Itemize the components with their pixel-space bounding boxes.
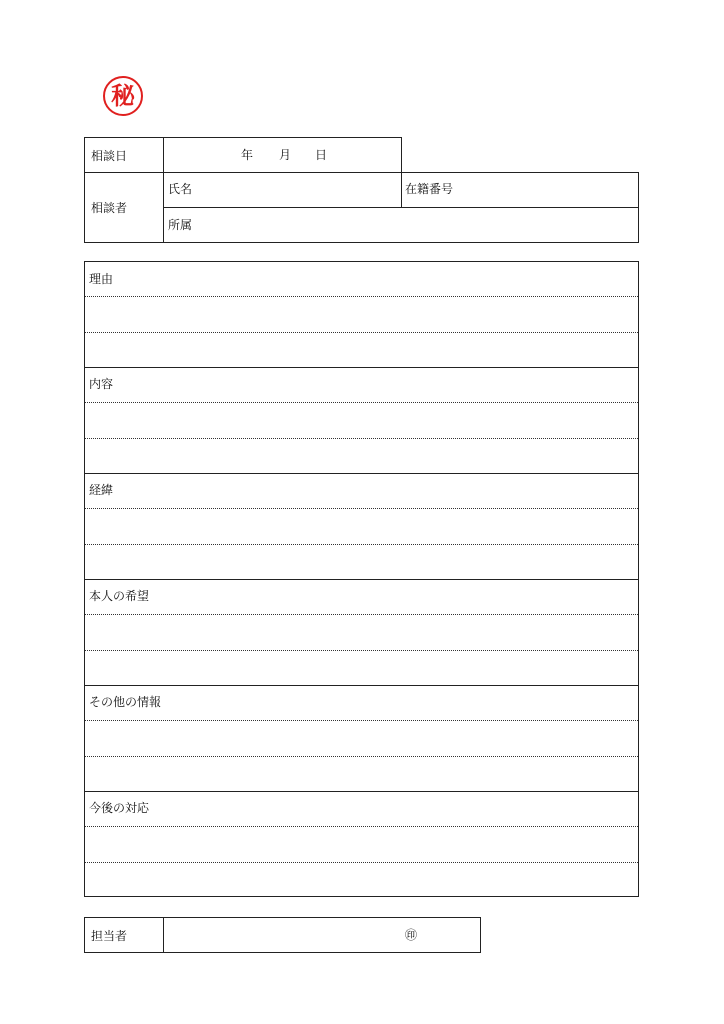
staff-label: 担当者 bbox=[91, 929, 128, 943]
confidential-stamp: 秘 bbox=[103, 76, 143, 116]
consultant-label: 相談者 bbox=[91, 201, 128, 215]
date-day-label: 日 bbox=[315, 148, 328, 162]
date-year-label: 年 bbox=[241, 148, 254, 162]
section-label-background: 経緯 bbox=[89, 483, 114, 497]
date-label: 相談日 bbox=[91, 149, 128, 163]
seal-mark: ㊞ bbox=[405, 928, 418, 942]
section-label-reason: 理由 bbox=[89, 272, 114, 286]
staff-row bbox=[84, 917, 481, 953]
section-label-future-response: 今後の対応 bbox=[89, 801, 150, 815]
consultant-table bbox=[84, 172, 639, 243]
affiliation-label: 所属 bbox=[168, 218, 193, 232]
section-label-content: 内容 bbox=[89, 377, 114, 391]
enrollment-number-label: 在籍番号 bbox=[405, 182, 454, 196]
notes-table bbox=[84, 261, 639, 897]
date-row bbox=[84, 137, 402, 173]
date-month-label: 月 bbox=[279, 148, 292, 162]
section-label-wishes: 本人の希望 bbox=[89, 589, 150, 603]
name-label: 氏名 bbox=[168, 182, 193, 196]
section-label-other-info: その他の情報 bbox=[89, 695, 162, 709]
